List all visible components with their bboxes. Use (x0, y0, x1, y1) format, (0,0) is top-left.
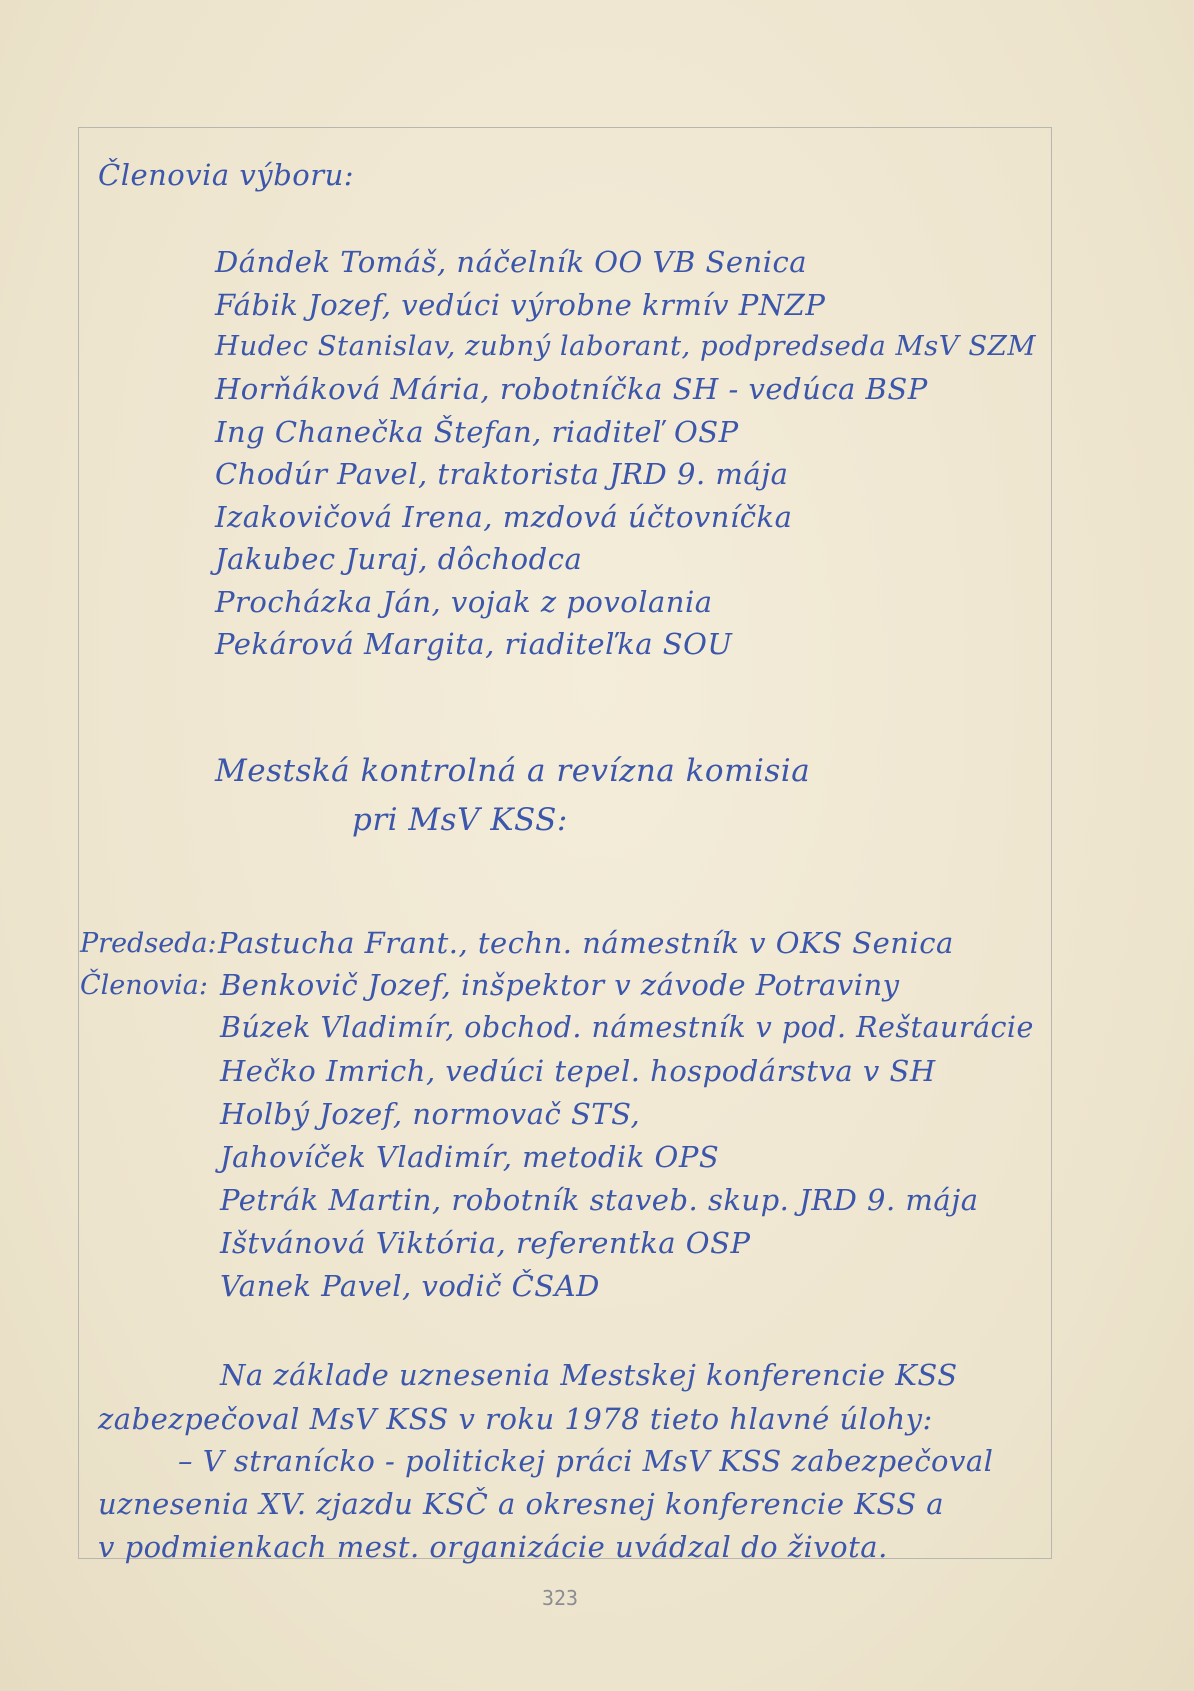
paragraph-line: uznesenia XV. zjazdu KSČ a okresnej konferencie KSS a (98, 1487, 945, 1521)
commission-member-line: Vanek Pavel, vodič ČSAD (220, 1269, 600, 1303)
page-number: 323 (541, 1586, 579, 1610)
members-label: Členovia: (80, 970, 208, 1001)
commission-title-sub: pri MsV KSS: (352, 802, 568, 838)
member-line: Fábik Jozef, vedúci výrobne krmív PNZP (215, 288, 826, 322)
commission-member-line: Jahovíček Vladimír, metodik OPS (220, 1140, 720, 1174)
chair-label: Predseda: (80, 928, 217, 959)
member-line: Dándek Tomáš, náčelník OO VB Senica (215, 245, 808, 279)
committee-header: Členovia výboru: (98, 158, 355, 192)
member-line: Jakubec Juraj, dôchodca (215, 542, 583, 576)
member-line: Ing Chanečka Štefan, riaditeľ OSP (215, 415, 739, 449)
member-line: Horňáková Mária, robotníčka SH - vedúca BSP (215, 372, 928, 406)
chair-value: Pastucha Frant., techn. námestník v OKS Senica (218, 926, 954, 960)
commission-member-line: Holbý Jozef, normovač STS, (220, 1097, 641, 1131)
member-line: Procházka Ján, vojak z povolania (215, 585, 713, 619)
paragraph-line: zabezpečoval MsV KSS v roku 1978 tieto hlavné úlohy: (98, 1402, 933, 1436)
commission-member-line: Ištvánová Viktória, referentka OSP (220, 1226, 751, 1260)
commission-title: Mestská kontrolná a revízna komisia (215, 753, 811, 789)
paragraph-line: Na základe uznesenia Mestskej konferencie KSS (220, 1358, 958, 1392)
commission-member-line: Benkovič Jozef, inšpektor v závode Potraviny (220, 968, 900, 1002)
commission-member-line: Hečko Imrich, vedúci tepel. hospodárstva v SH (220, 1054, 936, 1088)
paragraph-line: v podmienkach mest. organizácie uvádzal do života. (98, 1530, 888, 1564)
commission-member-line: Búzek Vladimír, obchod. námestník v pod. Reštaurácie (220, 1011, 1034, 1044)
member-line: Chodúr Pavel, traktorista JRD 9. mája (215, 457, 789, 491)
member-line: Pekárová Margita, riaditeľka SOU (215, 627, 733, 661)
commission-member-line: Petrák Martin, robotník staveb. skup. JRD 9. mája (220, 1183, 979, 1217)
member-line: Hudec Stanislav, zubný laborant, podpredseda MsV SZM (215, 330, 1036, 362)
member-line: Izakovičová Irena, mzdová účtovníčka (215, 500, 793, 534)
paragraph-line: – V stranícko - politickej práci MsV KSS zabezpečoval (178, 1444, 994, 1478)
